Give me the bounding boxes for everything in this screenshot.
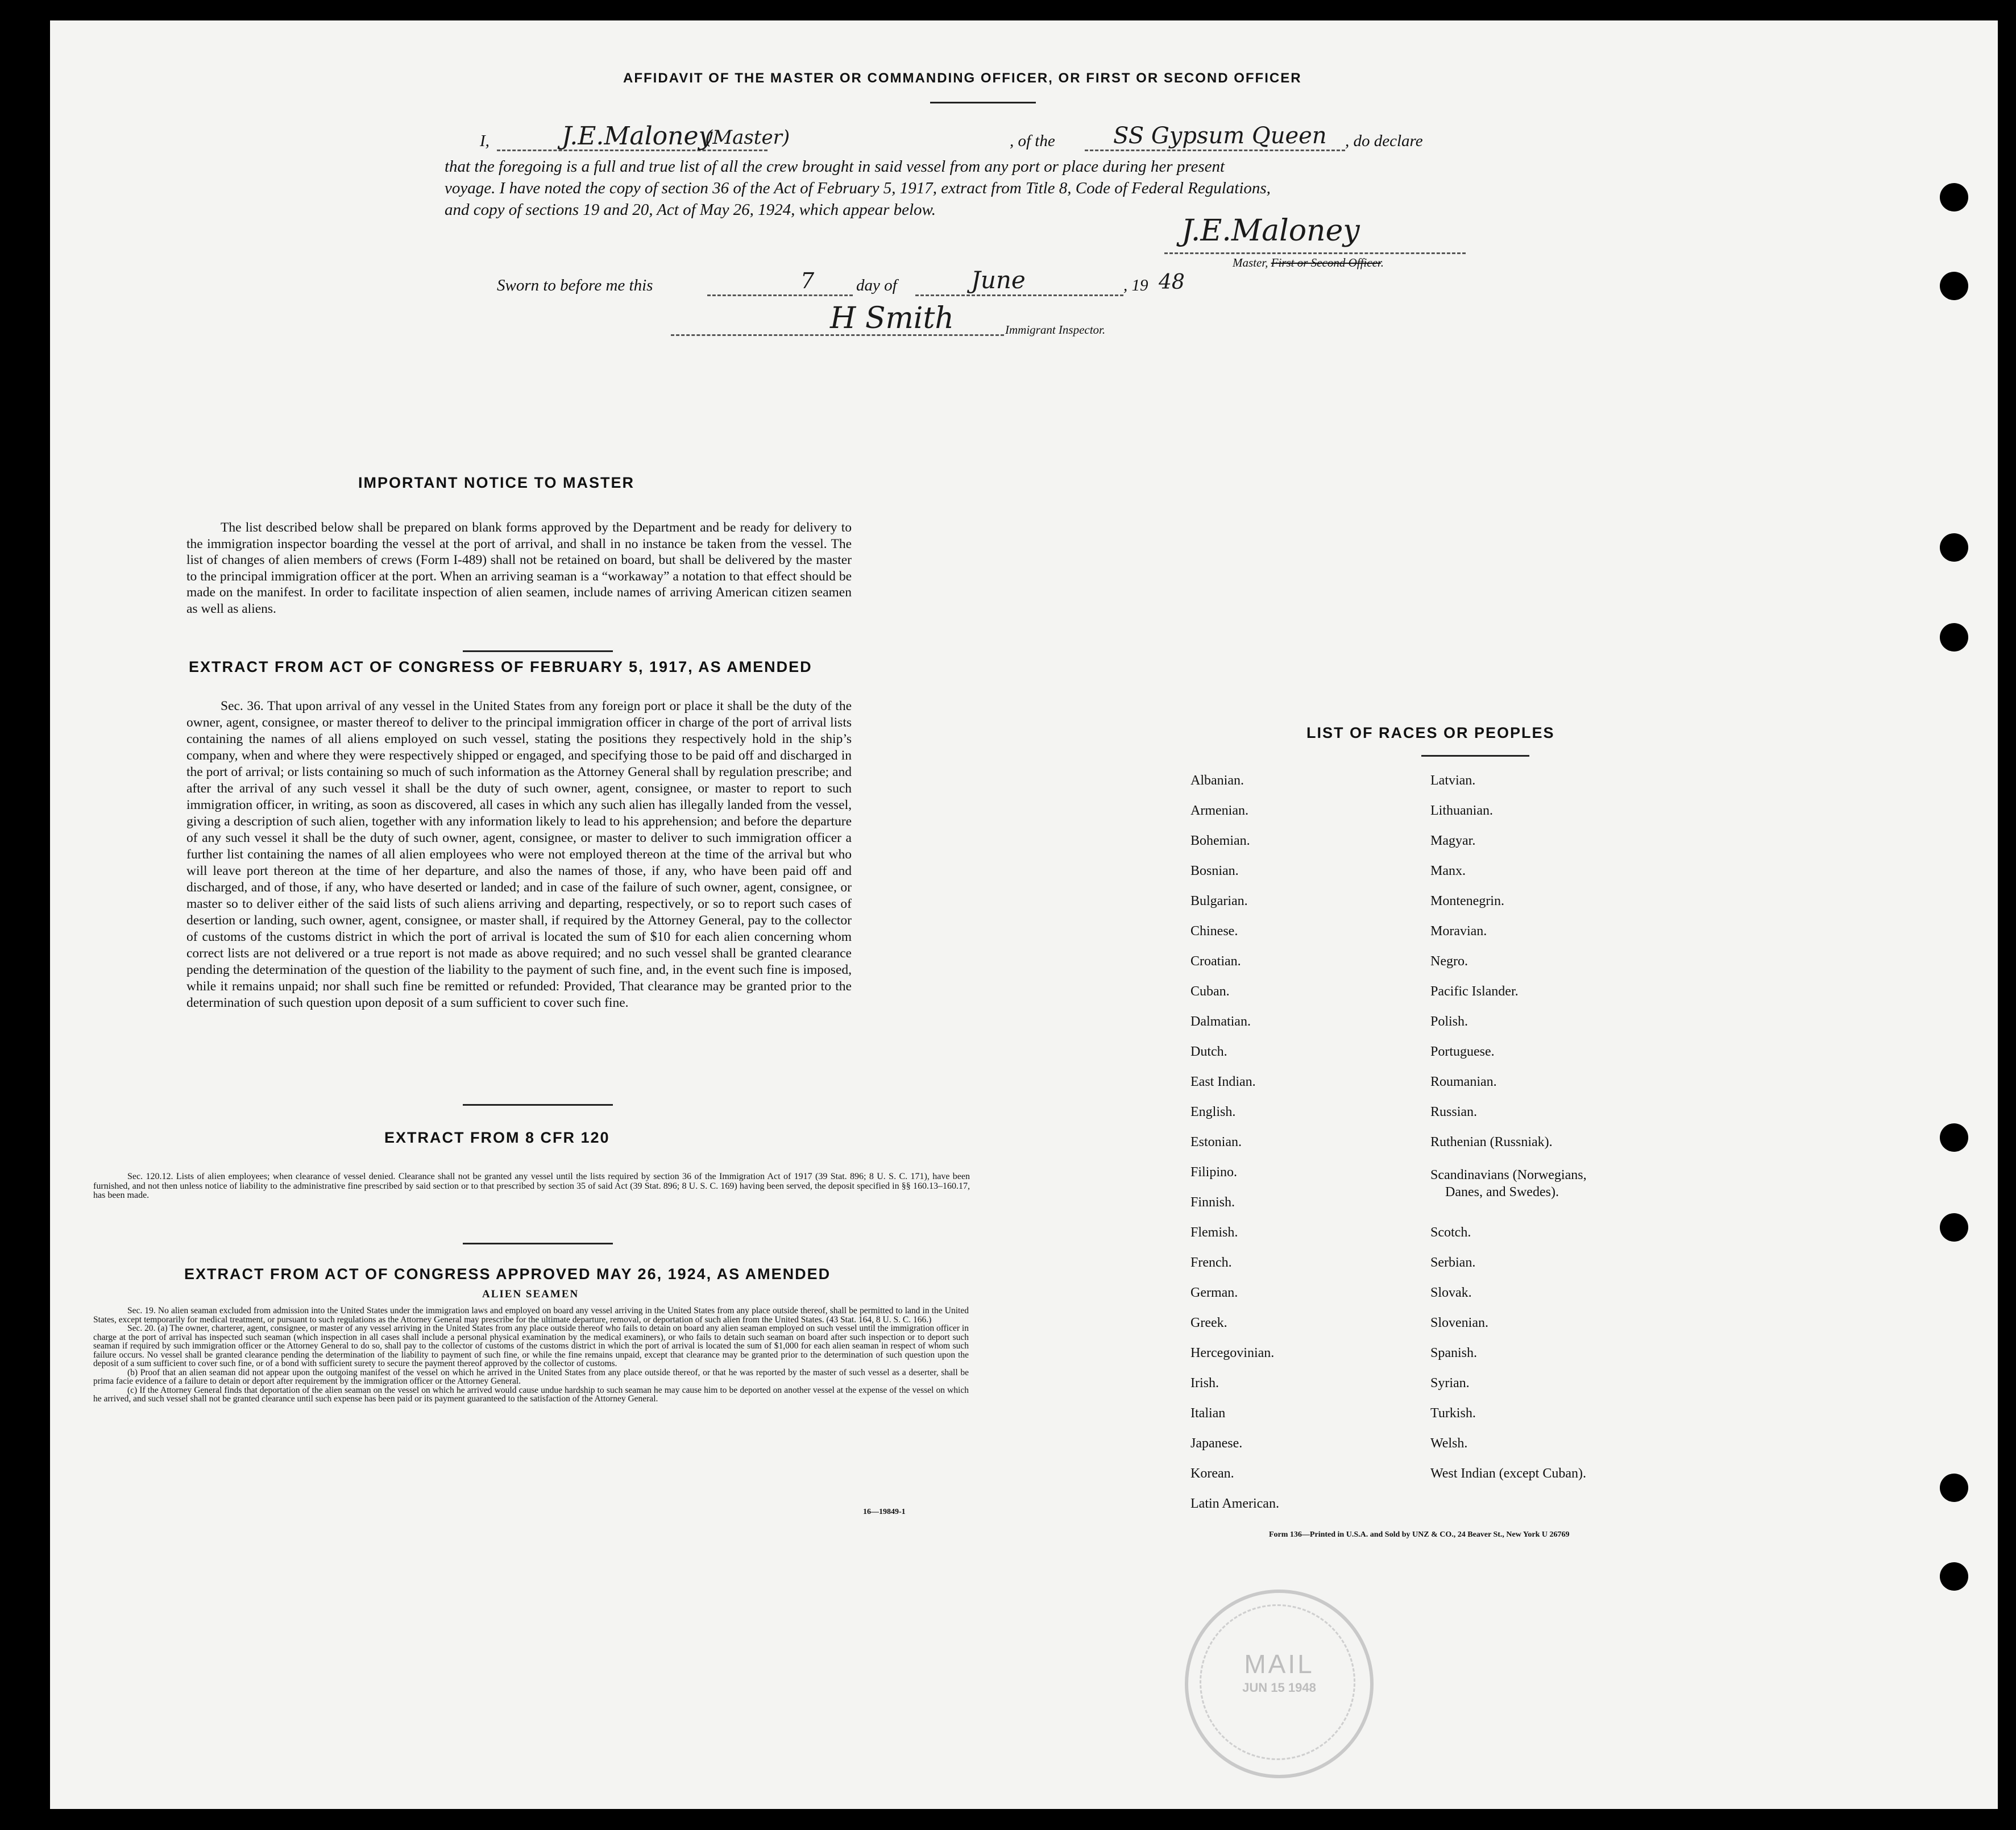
race-item: English. — [1190, 1105, 1236, 1119]
do-declare-label: , do declare — [1345, 132, 1423, 150]
extract-1924-subtitle: ALIEN SEAMEN — [482, 1288, 579, 1300]
notice-body: The list described below shall be prepared on blank forms approved by the Department and be ready for delivery to the immigration inspector boarding the vessel at the port of arrival, and shall in no instance be taken from the vessel. The list of changes of alien members of crews (Form I-489) shall not be retained on board, but shall be delivered by the master to the principal immigration officer at the port. When an arriving seaman is a “workaway” a notation to that effect should be made on the manifest. In order to facilitate inspection of alien seamen, include names of arriving American citizen seamen as well as aliens. — [186, 520, 852, 616]
race-item: Welsh. — [1430, 1436, 1468, 1451]
stamp-word: MAIL — [1244, 1649, 1314, 1679]
race-item: Polish. — [1430, 1014, 1469, 1029]
races-title: LIST OF RACES OR PEOPLES — [1306, 724, 1555, 741]
title-rule — [930, 102, 1036, 103]
extract-1917-rule — [463, 1104, 613, 1106]
race-item: Greek. — [1190, 1316, 1227, 1330]
race-item: Ruthenian (Russniak). — [1430, 1135, 1553, 1150]
inspector-caption: Immigrant Inspector. — [1005, 323, 1106, 337]
race-item: Pacific Islander. — [1430, 984, 1519, 999]
race-item: Korean. — [1190, 1466, 1234, 1481]
punch-hole-icon — [1940, 1474, 1968, 1502]
day-of-label: day of — [856, 276, 897, 294]
sec-20c: (c) If the Attorney General finds that deportation of the alien seaman on the vessel on which he arrived would cause undue hardship to such seaman he may cause him to be deported on another vessel at the expense of the vessel on which he arrived, and such vessel shall not be granted clearance until such expense has been paid or its payment guaranteed to the satisfaction of the Attorney General. — [93, 1385, 969, 1404]
race-item: Roumanian. — [1430, 1074, 1497, 1089]
master-name-handwritten: J.E.Maloney — [562, 122, 713, 151]
declaration-line — [480, 132, 490, 151]
sworn-label: Sworn to before me this — [497, 276, 653, 294]
race-item: Russian. — [1430, 1105, 1478, 1119]
race-item: Japanese. — [1190, 1436, 1243, 1451]
affidavit-title: AFFIDAVIT OF THE MASTER OR COMMANDING OFFICER, OR FIRST OR SECOND OFFICER — [623, 70, 1302, 86]
race-item: Magyar. — [1430, 833, 1476, 848]
race-item: Portuguese. — [1430, 1044, 1495, 1059]
month-dotted-line — [915, 294, 1123, 296]
punch-hole-icon — [1940, 1562, 1968, 1591]
race-item: Latvian. — [1430, 773, 1476, 788]
mail-stamp — [1185, 1590, 1374, 1778]
punch-hole-icon — [1940, 1213, 1968, 1242]
race-item: Irish. — [1190, 1376, 1219, 1391]
declaration-body — [445, 156, 1523, 221]
signer-caption: Master, First or Second Officer. — [1233, 256, 1384, 269]
race-item: Bosnian. — [1190, 864, 1239, 878]
race-item: Montenegrin. — [1430, 894, 1504, 908]
race-item: Scandinavians (Norwegians, — [1430, 1168, 1587, 1182]
punch-hole-icon — [1940, 183, 1968, 211]
sworn-day: 7 — [800, 268, 815, 293]
race-item: Dalmatian. — [1190, 1014, 1251, 1029]
i-label: I, — [480, 132, 490, 150]
race-item: Chinese. — [1190, 924, 1238, 939]
race-item: Filipino. — [1190, 1165, 1238, 1180]
declaration-body-line-2: voyage. I have noted the copy of section 36 of the Act of February 5, 1917, extract from Title 8, Code of Federal Regulations, — [445, 179, 1271, 197]
punch-hole-icon — [1940, 1123, 1968, 1152]
race-item: Negro. — [1430, 954, 1468, 969]
race-item: Syrian. — [1430, 1376, 1470, 1391]
sworn-month: June — [971, 266, 1026, 294]
race-item: Serbian. — [1430, 1255, 1476, 1270]
race-item: Slovenian. — [1430, 1316, 1488, 1330]
race-item: West Indian (except Cuban). — [1430, 1466, 1586, 1481]
race-item: Danes, and Swedes). — [1445, 1185, 1559, 1200]
race-item: Dutch. — [1190, 1044, 1227, 1059]
vessel-dotted-line — [1085, 150, 1345, 151]
extract-cfr-body: Sec. 120.12. Lists of alien employees; when clearance of vessel denied. Clearance shall not be granted any vessel until the lists required by section 36 of the Immigration Act of 1917 (39 Stat. 896; 8 U. S. C. 171), have been furnished, and not then unless notice of liability to the administrative fine prescribed by said section or to that prescribed by section 35 of said Act (39 Stat. 896; 8 U. S. C. 169) having been served, the deposit specified in §§ 160.13–160.17, has been made. — [93, 1172, 970, 1200]
inspector-signature: H Smith — [830, 301, 954, 335]
race-item: Moravian. — [1430, 924, 1487, 939]
punch-hole-icon — [1940, 272, 1968, 300]
race-item: Turkish. — [1430, 1406, 1476, 1421]
race-item: Lithuanian. — [1430, 803, 1493, 818]
race-item: Flemish. — [1190, 1225, 1238, 1240]
of-the-label: , of the — [1010, 132, 1055, 150]
race-item: Slovak. — [1430, 1285, 1472, 1300]
race-item: Italian — [1190, 1406, 1226, 1421]
signature-dotted-line — [1164, 252, 1466, 254]
extract-1924-body — [93, 1306, 969, 1404]
race-item: Albanian. — [1190, 773, 1244, 788]
declaration-body-line-3: and copy of sections 19 and 20, Act of May 26, 1924, which appear below. — [445, 201, 936, 219]
race-item: Cuban. — [1190, 984, 1230, 999]
punch-hole-icon — [1940, 533, 1968, 562]
master-signature: J.E.Maloney — [1181, 214, 1360, 248]
sec-19: Sec. 19. No alien seaman excluded from admission into the United States under the immigration laws and employed on board any vessel arriving in the United States from any place outside thereof, shall be permitted to land in the United States, except temporarily for medical treatment, or pursuant to such regulations as the Attorney General may prescribe for the ultimate departure, removal, or deportation of such alien from the United States. (43 Stat. 164, 8 U. S. C. 166.) — [93, 1306, 969, 1325]
race-item: Hercegovinian. — [1190, 1346, 1275, 1360]
master-title-handwritten: (Master) — [705, 126, 790, 149]
race-item: Scotch. — [1430, 1225, 1471, 1240]
extract-1917-body: Sec. 36. That upon arrival of any vessel in the United States from any foreign port or place it shall be the duty of the owner, agent, consignee, or master thereof to deliver to the principal immigration officer in charge of the port of arrival lists containing the names of all aliens employed on such vessel, stating the positions they respectively hold in the ship’s company, when and where they were respectively shipped or engaged, and specifying those to be paid off and discharged in the port of arrival; or lists containing so much of such information as the Attorney General shall by regulation prescribe; and after the arrival of any such vessel it shall be the duty of such owner, agent, consignee, or master to report to such immigration officer, in writing, as soon as discovered, all cases in which any such alien has illegally landed from the vessel, giving a description of such alien, together with any information likely to lead to his apprehension; and before the departure of any such vessel it shall be the duty of such owner, agent, consignee, or master to deliver to such immigration officer a further list containing the names of all alien employees who were not employed thereon at the time of the arrival but who will leave port thereon at the time of her departure, and also the names of those, if any, who have been paid off and discharged, and of those, if any, who have deserted or landed; and in case of the failure of such owner, agent, consignee, or master so to deliver either of the said lists of such aliens arriving and departing, respectively, or so to report such cases of desertion or landing, such owner, agent, consignee, or master shall, if required by the Attorney General, pay to the collector of customs of the customs district in which the port of arrival is located the sum of $10 for each alien concerning whom correct lists are not delivered or a true report is not made as above required; and no such vessel shall be granted clearance pending the determination of the question of the liability to the payment of such fine, and, in the event such fine is imposed, while it remains unpaid; nor shall such fine be remitted or refunded: Provided, That clearance may be granted prior to the determination of such question upon deposit of a sum sufficient to cover such fine. — [186, 699, 852, 1010]
inspector-dotted-line — [671, 334, 1004, 336]
race-item: French. — [1190, 1255, 1232, 1270]
race-item: Croatian. — [1190, 954, 1241, 969]
race-item: East Indian. — [1190, 1074, 1256, 1089]
day-dotted-line — [707, 294, 853, 296]
sec-20b: (b) Proof that an alien seaman did not appear upon the outgoing manifest of the vessel on which he arrived in the United States from any place outside thereof, or that he was reported by the master of such vessel as a deserter, shall be prima facie evidence of a failure to detain or deport after requirement by the immigration officer or the Attorney General. — [93, 1367, 969, 1386]
race-item: Manx. — [1430, 864, 1466, 878]
year-prefix: , 19 — [1123, 276, 1148, 294]
stamp-date: JUN 15 1948 — [1242, 1680, 1316, 1695]
race-item: Bohemian. — [1190, 833, 1250, 848]
print-code: 16—19849-1 — [863, 1508, 906, 1516]
extract-1924-title: EXTRACT FROM ACT OF CONGRESS APPROVED MAY 26, 1924, AS AMENDED — [184, 1265, 831, 1283]
race-item: Spanish. — [1430, 1346, 1478, 1360]
race-item: Latin American. — [1190, 1496, 1279, 1511]
sec-20a: Sec. 20. (a) The owner, charterer, agent, consignee, or master of any vessel arriving in the United States from any place outside thereof who fails to detain on board any alien seaman employed on such vessel until the immigration officer in charge at the port of arrival has inspected such seaman (which inspection in all cases shall include a personal physical examination by the medical examiners), or who fails to detain such seaman on board after such inspection or to deport such seaman if required by such immigration officer or the Attorney General to do so, shall pay to the collector of customs of the customs district in which the port of arrival is located the sum of $1,000 for each alien seaman in respect of whom such failure occurs. No vessel shall be granted clearance pending the determination of the liability to payment of such fine, or while the fine remains unpaid, except that clearance may be granted prior to the determination of such question upon the deposit of a sum sufficient to cover such fine, or of a bond with sufficient surety to secure the payment thereof approved by the collector of customs. — [93, 1323, 969, 1368]
document-page — [50, 20, 1998, 1809]
vessel-name-handwritten: SS Gypsum Queen — [1113, 123, 1327, 149]
extract-cfr-title: EXTRACT FROM 8 CFR 120 — [384, 1129, 610, 1146]
sworn-year: 48 — [1159, 271, 1185, 294]
extract-1917-title: EXTRACT FROM ACT OF CONGRESS OF FEBRUARY 5, 1917, AS AMENDED — [189, 658, 812, 675]
notice-title: IMPORTANT NOTICE TO MASTER — [358, 474, 634, 491]
struck-caption: First or Second Officer — [1271, 256, 1381, 269]
race-item: Estonian. — [1190, 1135, 1242, 1150]
form-footer: Form 136—Printed in U.S.A. and Sold by UNZ & CO., 24 Beaver St., New York U 26769 — [1269, 1530, 1570, 1539]
race-item: German. — [1190, 1285, 1238, 1300]
race-item: Armenian. — [1190, 803, 1248, 818]
race-item: Finnish. — [1190, 1195, 1235, 1210]
notice-rule — [463, 650, 613, 652]
punch-hole-icon — [1940, 623, 1968, 652]
race-item: Bulgarian. — [1190, 894, 1248, 908]
races-rule — [1421, 755, 1529, 757]
extract-cfr-rule — [463, 1243, 613, 1244]
declaration-body-line-1: that the foregoing is a full and true list of all the crew brought in said vessel from any port or place during her present — [445, 157, 1225, 176]
